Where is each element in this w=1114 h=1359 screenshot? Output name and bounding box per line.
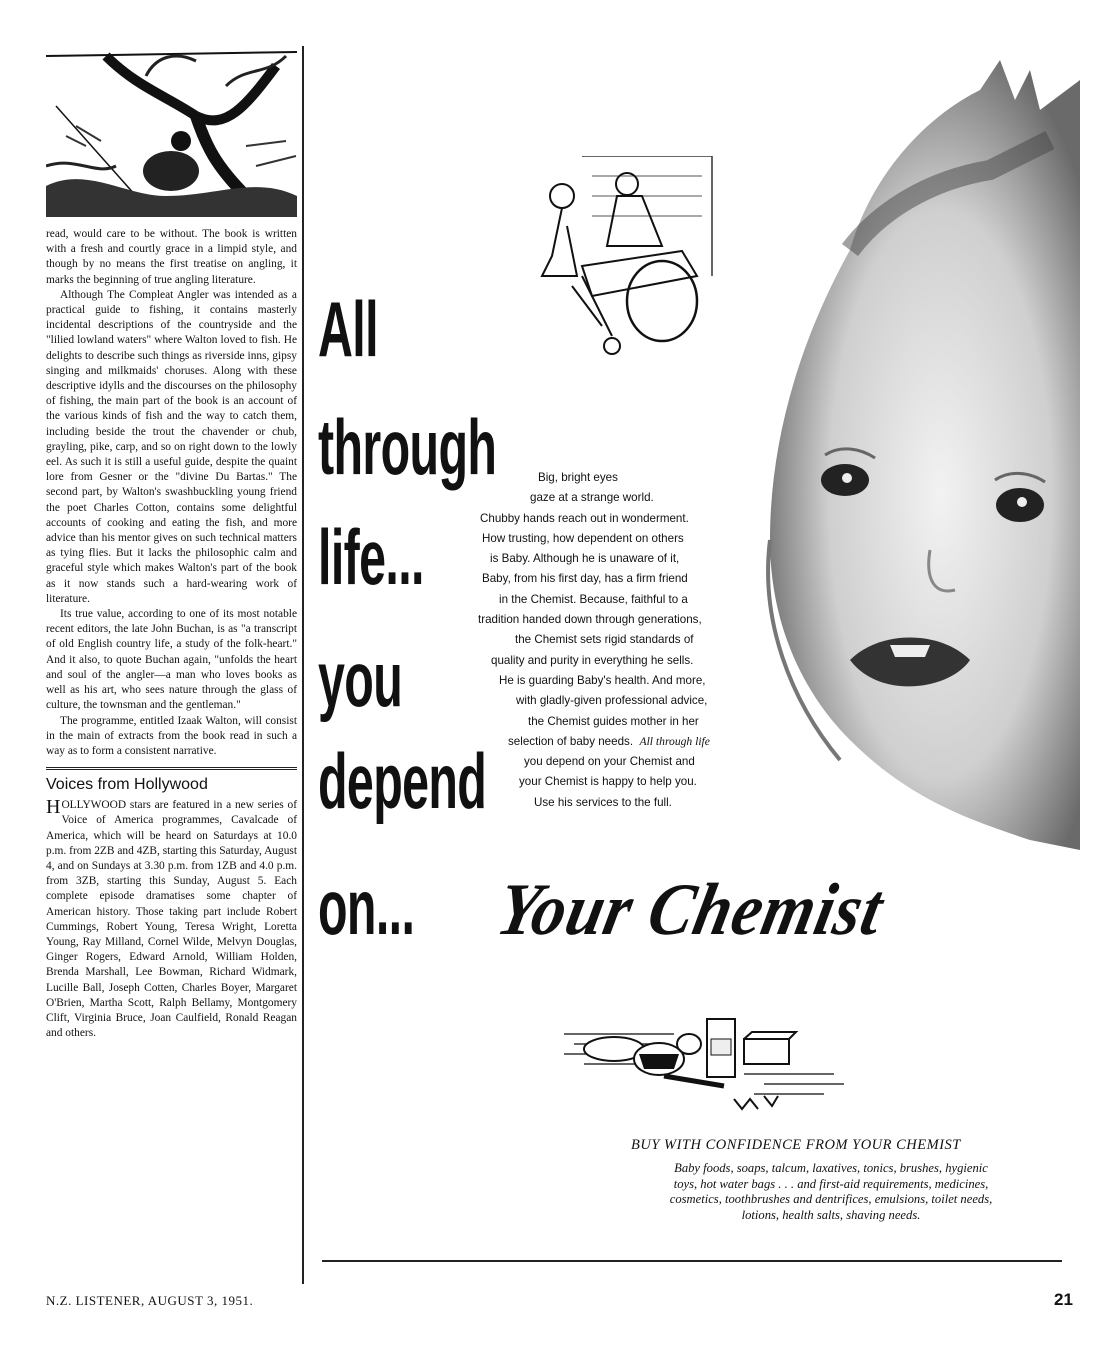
left-column — [46, 46, 297, 1041]
section-divider — [46, 767, 297, 770]
copy-line: with gladly-given professional advice, — [516, 694, 708, 708]
copy-line-start: selection of baby needs. — [508, 734, 634, 748]
column-rule — [302, 46, 304, 1284]
copy-line: Big, bright eyes — [538, 471, 618, 484]
advert-copy — [468, 468, 768, 813]
headline-word: through — [318, 403, 497, 491]
buy-with-confidence-heading: BUY WITH CONFIDENCE FROM YOUR CHEMIST — [631, 1137, 961, 1153]
copy-line: tradition handed down through generations, — [478, 613, 702, 627]
chemist-shop-illustration — [522, 156, 722, 366]
article-compleat-angler — [46, 227, 297, 759]
advert-bottom-rule — [322, 1260, 1062, 1262]
article-paragraph: OLLYWOOD stars are featured in a new series of Voice of America programmes, Cavalcade of America, which will be heard on Saturdays at 10.0 p.m. from 2ZB and 4ZB, starting this Saturday, August 4, and on Sundays at 3.30 p.m. from 1ZB and 4.0 p.m. from 3ZB, starting this Sunday, August 5. Each complete episode dramatises some chapter of American history. Those taking part include Robert Cummings, Robert Young, Teresa Wright, Loretta Young, Ray Milland, Cornel Wilde, Melvyn Douglas, Ginger Rogers, Edward Arnold, William Holden, Brenda Marshall, Lee Bowman, Richard Widmark, Lucille Ball, Joseph Cotten, Charles Boyer, Margaret O'Brien, Martha Scott, Ralph Bellamy, Montgomery Clift, Virginia Bruce, Joan Caulfield, Ronald Reagan and others. — [46, 799, 297, 1040]
copy-line: Chubby hands reach out in wonderment. — [480, 511, 689, 525]
product-list — [626, 1161, 1036, 1223]
copy-line: is Baby. Although he is unaware of it, — [490, 552, 680, 566]
article-paragraph: Although The Compleat Angler was intended as a practical guide to fishing, it contains masterly incidental descriptions of the countryside and the "lilied lowland waters" where Walton loved to fish. He delights to describe such things as riverside inns, gipsy singing and milkmaids' choruses. Along with these descriptive idylls and the discourses on the philosophy of fishing, the main part of the book is an account of the various kinds of fish and the way to catch them, including beside the trout the chavender or chub, grayling, pike, carp, and so on right down to the lowly eel. As such it is still a useful guide, despite the quaint lore from Gesner or the "divine Du Bartas." The second part, by Walton's swashbuckling young friend the poet Charles Cotton, contains some delightful accounts of cooking and eating the fish, and more advice than his mentor gives on such technical matters as tying flies. But it lacks the philosophic calm and graceful style which makes Walton's part of the book as it now stands such a hard-wearing work of literature. — [46, 288, 297, 605]
copy-line: How trusting, how dependent on others — [482, 531, 684, 545]
copy-line: you depend on your Chemist and — [524, 755, 695, 769]
headline-word: on... — [318, 863, 415, 951]
copy-line: your Chemist is happy to help you. — [519, 775, 697, 789]
article-paragraph: Its true value, according to one of its most notable recent editors, the late John Buchan, is as "a transcript of old English country life, a study of the folk-heart." And it also, to quote Buchan again, "unfolds the heart and soul of the angler—a man who loves books as well as his art, who sees nature through the glass of culture, the townsman and the gentleman." — [46, 608, 297, 712]
page-number: 21 — [1054, 1290, 1073, 1309]
copy-line: Baby, from his first day, has a firm friend — [482, 572, 688, 586]
article-body — [46, 798, 297, 1041]
drop-cap: H — [46, 796, 61, 819]
copy-line: in the Chemist. Because, faithful to a — [499, 592, 688, 606]
product-list-line: cosmetics, toothbrushes and dentrifices, emulsions, toilet needs, — [669, 1192, 993, 1206]
article-paragraph: read, would care to be without. The book is written with a fresh and courtly grace in a limpid style, and though by no means the first treatise on angling, it marks the beginning of true angling literature. — [46, 228, 297, 286]
product-list-line: Baby foods, soaps, talcum, laxatives, tonics, brushes, hygienic — [674, 1161, 988, 1175]
your-chemist-script-title: Your Chemist — [490, 869, 891, 951]
copy-line — [508, 732, 768, 752]
headline-word: depend — [318, 737, 487, 825]
publication-line: N.Z. LISTENER, AUGUST 3, 1951. — [46, 1293, 254, 1308]
headline-word: life... — [318, 513, 424, 601]
baby-photo — [730, 60, 1080, 850]
baby-products-illustration — [564, 1014, 854, 1114]
copy-line: quality and purity in everything he sells. — [491, 653, 694, 667]
copy-italic: All through life — [639, 734, 710, 748]
article-voices-hollywood — [46, 776, 297, 1041]
copy-line: He is guarding Baby's health. And more, — [499, 673, 706, 687]
section-title: Voices from Hollywood — [46, 776, 208, 794]
headline-word: All — [318, 285, 378, 373]
copy-line: gaze at a strange world. — [530, 491, 654, 505]
product-list-line: lotions, health salts, shaving needs. — [741, 1207, 921, 1222]
copy-line: Use his services to the full. — [534, 795, 672, 809]
angler-illustration — [46, 46, 297, 217]
article-paragraph: The programme, entitled Izaak Walton, will consist in the main of extracts from the book read in such a way as to form a consistent narrative. — [46, 714, 297, 757]
copy-line: the Chemist sets rigid standards of — [515, 633, 694, 647]
copy-line: the Chemist guides mother in her — [528, 714, 699, 728]
headline-word: you — [318, 635, 403, 723]
product-list-line: toys, hot water bags . . . and first-aid requirements, medicines, — [673, 1176, 989, 1191]
